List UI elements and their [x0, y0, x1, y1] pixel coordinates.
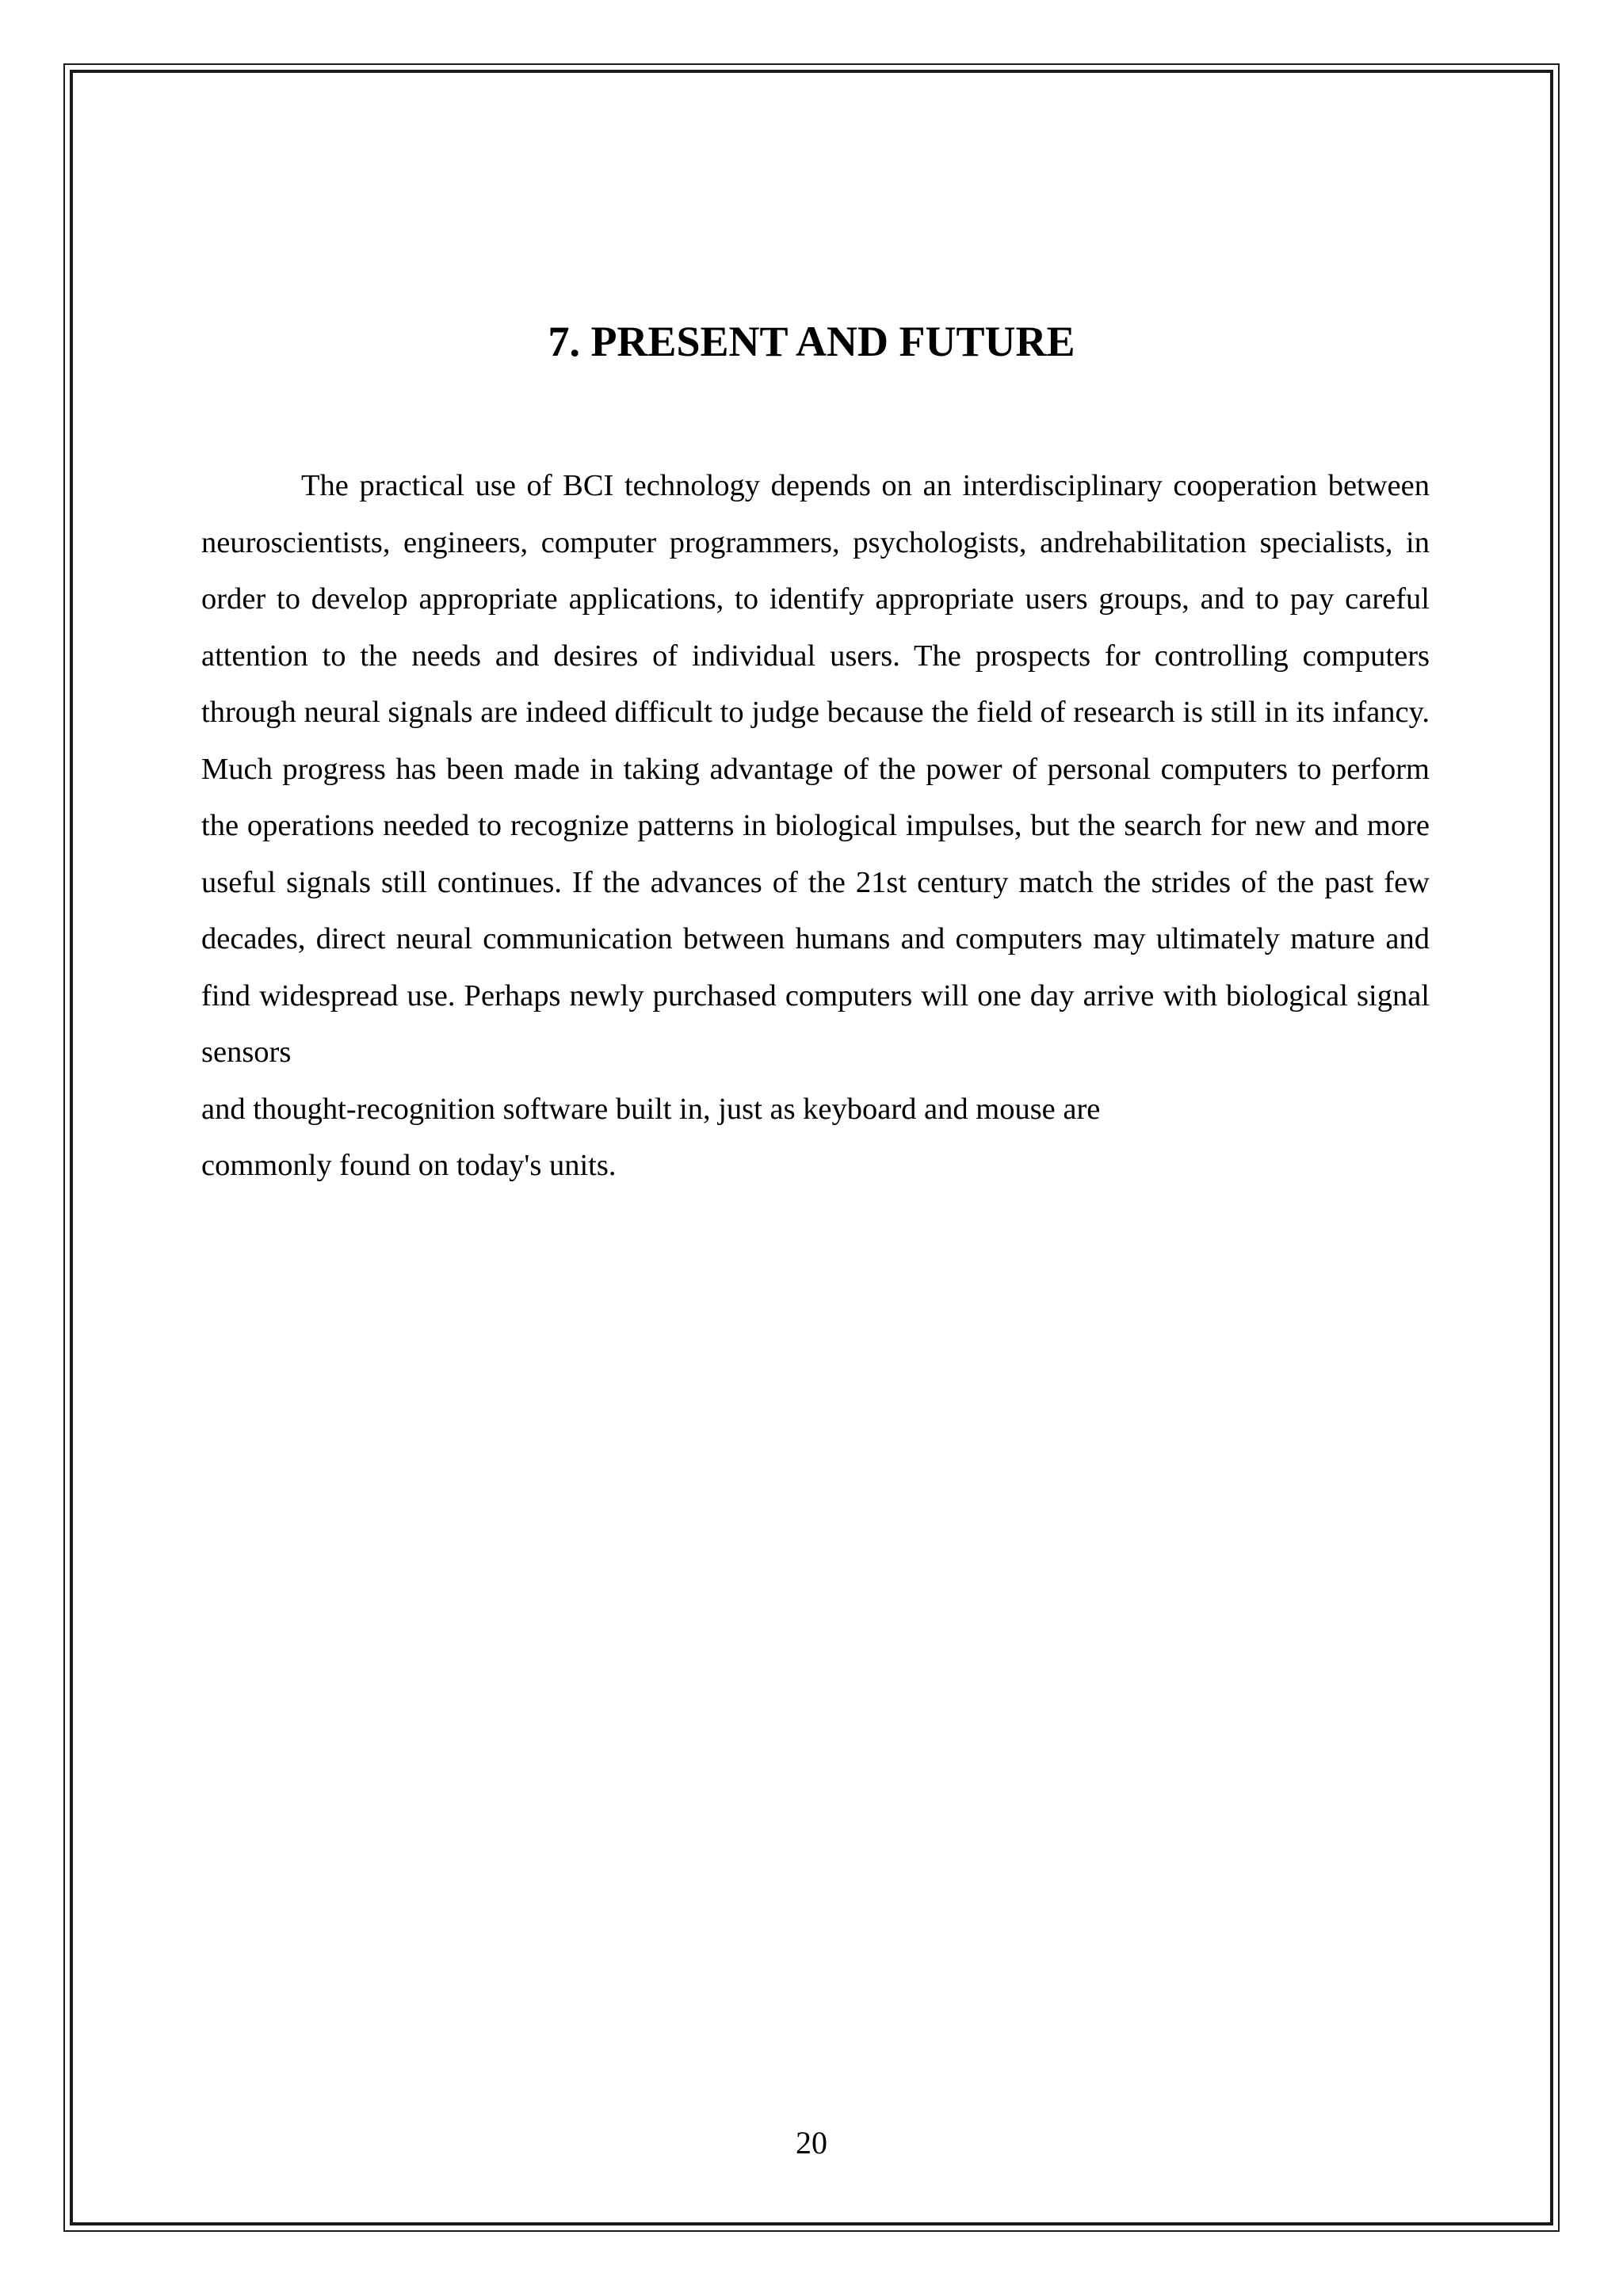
page-number: 20 — [796, 2125, 827, 2161]
section-body — [201, 458, 1430, 1195]
section-title: 7. PRESENT AND FUTURE — [548, 318, 1075, 365]
body-paragraph-justified: The practical use of BCI technology depends on an interdisciplinary cooperation between neuroscientists, engineers, computer programmers, psychologists, andrehabilitation specialists, in order to develop appropriate applications, to identify appropriate users groups, and to pay careful attention to the needs and desires of individual users. The prospects for controlling computers through neural signals are indeed difficult to judge because the field of research is still in its infancy. Much progress has been made in taking advantage of the power of personal computers to perform the operations needed to recognize patterns in biological impulses, but the search for new and more useful signals still continues. If the advances of the 21st century match the strides of the past few decades, direct neural communication between humans and computers may ultimately mature and find widespread use. Perhaps newly purchased computers will one day arrive with biological signal sensors — [201, 469, 1430, 1069]
body-paragraph-line-12: and thought-recognition software built in, just as keyboard and mouse are — [201, 1092, 1101, 1126]
body-paragraph-line-13: commonly found on today's units. — [201, 1149, 617, 1182]
